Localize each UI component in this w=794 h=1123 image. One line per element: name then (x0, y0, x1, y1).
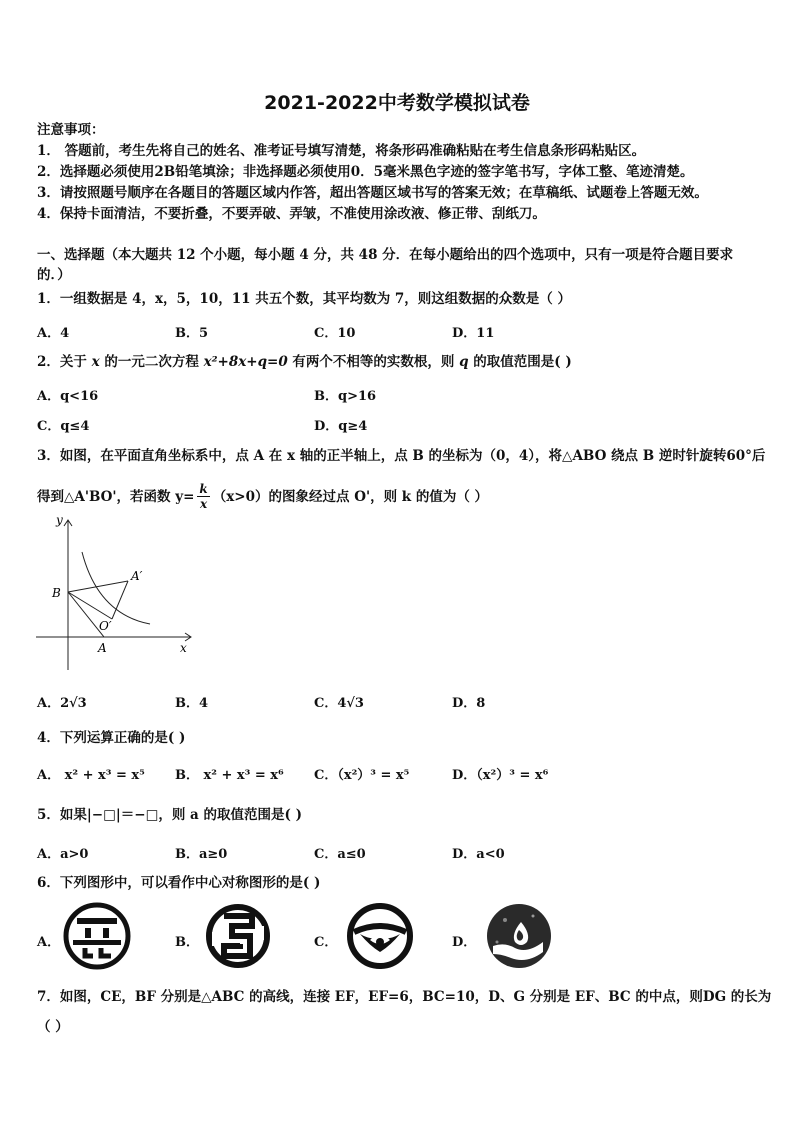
q4-option-d: D．（x²）³ = x⁶ (452, 768, 549, 783)
q5-option-d: D．a<0 (452, 847, 505, 862)
q3-fraction (197, 482, 209, 511)
section-heading-line1: 一、选择题（本大题共 12 个小题，每小题 4 分，共 48 分．在每小题给出的四个选项中，只有一项是符合题目要求 (37, 247, 734, 263)
q1-option-b: B．5 (175, 326, 209, 341)
label-y: y (56, 513, 63, 527)
notice-item-3: 3．请按照题号顺序在各题目的答题区域内作答，超出答题区域书写的答案无效；在草稿纸、试题卷上答题无效。 (37, 185, 708, 201)
label-A-prime: A′ (131, 569, 143, 583)
q6-option-c: C． (314, 935, 338, 950)
emblem-a-icon (63, 902, 131, 970)
q3-line2-a: 得到△A'BO'，若函数 y= (37, 488, 195, 505)
question-6-stem: 6．下列图形中，可以看作中心对称图形的是( ) (37, 875, 321, 891)
question-3-line1: 3．如图，在平面直角坐标系中，点 A 在 x 轴的正半轴上，点 B 的坐标为（0，4），将△ABO 绕点 B 逆时针旋转60°后 (37, 448, 766, 464)
q5-option-b: B．a≥0 (175, 847, 228, 862)
q3-option-c: C．4√3 (314, 696, 364, 711)
section-heading-line2: 的．） (37, 267, 71, 283)
question-7-line1: 7．如图，CE，BF 分别是△ABC 的高线，连接 EF，EF=6，BC=10，D、G 分别是 EF、BC 的中点，则DG 的长为 (37, 989, 772, 1005)
notice-item-1: 1． 答题前，考生先将自己的姓名、准考证号填写清楚，将条形码准确粘贴在考生信息条形码粘贴区。 (37, 143, 646, 159)
notice-heading: 注意事项： (37, 122, 105, 138)
q3-line2-b: （x>0）的图象经过点 O'，则 k 的值为（ ） (212, 488, 489, 505)
q2-suffix: 的取值范围是( ) (468, 354, 572, 370)
notice-item-4: 4．保持卡面清洁，不要折叠，不要弄破、弄皱，不准使用涂改液、修正带、刮纸刀。 (37, 206, 546, 222)
notice-item-2: 2．选择题必须使用2B铅笔填涂；非选择题必须使用0．5毫米黑色字迹的签字笔书写，字体工整、笔迹清楚。 (37, 164, 694, 180)
question-1-stem: 1．一组数据是 4，x，5，10，11 共五个数，其平均数为 7，则这组数据的众数是（ ） (37, 291, 571, 307)
segment-BO-prime (68, 592, 112, 619)
page-title: 2021-2022中考数学模拟试卷 (264, 92, 530, 114)
question-4-stem: 4．下列运算正确的是( ) (37, 730, 186, 746)
label-x: x (180, 641, 187, 655)
q4-option-a: A． x² + x³ = x⁵ (37, 768, 145, 783)
q3-fraction-denominator: x (199, 497, 208, 511)
q4-option-b: B． x² + x³ = x⁶ (175, 768, 284, 783)
segment-A-prime-O-prime (112, 581, 128, 619)
emblem-c-icon (346, 902, 414, 970)
q1-option-d: D．11 (452, 326, 495, 341)
emblem-b-icon (204, 902, 272, 970)
q3-option-d: D．8 (452, 696, 486, 711)
label-A: A (98, 641, 107, 655)
question-5-stem: 5．如果|−□|＝−□，则 a 的取值范围是( ) (37, 807, 302, 823)
q2-option-b: B．q>16 (314, 389, 377, 404)
question-2-stem (37, 353, 572, 371)
q5-option-a: A．a>0 (37, 847, 89, 862)
q1-option-c: C．10 (314, 326, 356, 341)
q2-mid2: 有两个不相等的实数根，则 (287, 354, 460, 370)
q6-option-d: D． (452, 935, 477, 950)
q2-option-c: C．q≤4 (37, 419, 90, 434)
q2-prefix: 2．关于 (37, 354, 92, 370)
label-B: B (52, 586, 61, 600)
q1-option-a: A．4 (37, 326, 70, 341)
q5-option-c: C．a≤0 (314, 847, 366, 862)
label-O-prime: O′ (99, 619, 112, 633)
q2-equation: x²+8x+q=0 (203, 354, 288, 370)
emblem-d-icon (485, 902, 553, 970)
q6-option-b: B． (175, 935, 199, 950)
q6-option-a: A． (37, 935, 61, 950)
q2-var-x: x (91, 354, 100, 370)
coordinate-figure (36, 512, 206, 672)
question-7-line2: （ ） (37, 1019, 69, 1035)
q2-var-q: q (459, 354, 469, 370)
q4-option-c: C．（x²）³ = x⁵ (314, 768, 410, 783)
question-3-line2 (37, 482, 488, 511)
q2-option-d: D．q≥4 (314, 419, 368, 434)
q3-option-b: B．4 (175, 696, 209, 711)
q2-option-a: A．q<16 (37, 389, 99, 404)
q2-mid1: 的一元二次方程 (99, 354, 204, 370)
q3-option-a: A．2√3 (37, 696, 87, 711)
q3-fraction-numerator: k (199, 482, 208, 496)
